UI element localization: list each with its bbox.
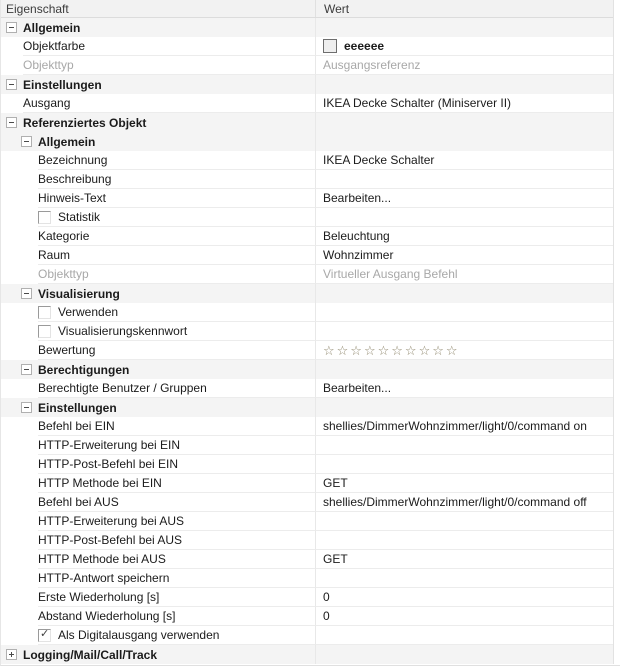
value-cell[interactable]: [315, 569, 613, 588]
prop-label: Ausgang: [23, 94, 315, 113]
prop-label: Beschreibung: [38, 170, 315, 189]
row-ausgang: [1, 94, 613, 113]
property-grid: [1, 0, 614, 664]
row-http-methode-aus: [1, 550, 613, 569]
prop-label: Befehl bei AUS: [38, 493, 315, 512]
color-value: eeeeee: [344, 39, 385, 53]
row-objekttyp: [1, 56, 613, 75]
value-cell[interactable]: [315, 512, 613, 531]
row-befehl-bei-ein: [1, 417, 613, 436]
prop-label: HTTP-Erweiterung bei AUS: [38, 512, 315, 531]
section-row-visualisierung[interactable]: [1, 284, 613, 303]
column-header-property[interactable]: Eigenschaft: [6, 1, 69, 16]
prop-label: HTTP Methode bei EIN: [38, 474, 315, 493]
value-cell[interactable]: IKEA Decke Schalter: [315, 151, 613, 170]
value-cell[interactable]: shellies/DimmerWohnzimmer/light/0/command on: [315, 417, 613, 436]
checkbox-label: Statistik: [58, 210, 101, 224]
prop-label: HTTP-Post-Befehl bei EIN: [38, 455, 315, 474]
verwenden-checkbox[interactable]: [38, 306, 51, 319]
row-berechtigte-benutzer: [1, 379, 613, 398]
value-cell[interactable]: Wohnzimmer: [315, 246, 613, 265]
edit-link[interactable]: Bearbeiten...: [315, 189, 613, 208]
prop-label: Abstand Wiederholung [s]: [38, 607, 315, 626]
row-als-digitalausgang: [1, 626, 613, 645]
prop-label: HTTP-Erweiterung bei EIN: [38, 436, 315, 455]
prop-label: HTTP-Post-Befehl bei AUS: [38, 531, 315, 550]
row-http-methode-ein: [1, 474, 613, 493]
star-rating[interactable]: ☆☆☆☆☆☆☆☆☆☆: [323, 342, 460, 358]
value-cell[interactable]: 0: [315, 607, 613, 626]
value-cell[interactable]: [315, 531, 613, 550]
section-label: Visualisierung: [38, 286, 120, 301]
prop-label: HTTP-Antwort speichern: [38, 569, 315, 588]
value-cell: Virtueller Ausgang Befehl: [315, 265, 613, 284]
row-hinweis-text: [1, 189, 613, 208]
value-cell[interactable]: 0: [315, 588, 613, 607]
value-cell[interactable]: GET: [315, 474, 613, 493]
prop-label: Befehl bei EIN: [38, 417, 315, 436]
section-label: Einstellungen: [38, 400, 117, 415]
collapse-icon[interactable]: [6, 117, 17, 128]
value-cell: [315, 208, 613, 227]
row-verwenden: [1, 303, 613, 322]
prop-label: Objektfarbe: [23, 37, 315, 56]
prop-label: Erste Wiederholung [s]: [38, 588, 315, 607]
edit-link[interactable]: Bearbeiten...: [315, 379, 613, 398]
section-row-einstellungen[interactable]: [1, 75, 613, 94]
prop-label: HTTP Methode bei AUS: [38, 550, 315, 569]
section-label: Referenziertes Objekt: [23, 115, 147, 130]
row-objektfarbe: [1, 37, 613, 56]
value-cell[interactable]: shellies/DimmerWohnzimmer/light/0/command off: [315, 493, 613, 512]
collapse-icon[interactable]: [21, 288, 32, 299]
prop-label: Kategorie: [38, 227, 315, 246]
section-label: Berechtigungen: [38, 362, 130, 377]
checkbox-label: Als Digitalausgang verwenden: [58, 628, 220, 642]
row-bezeichnung: [1, 151, 613, 170]
section-row-logging-mail-call-track[interactable]: [1, 645, 613, 664]
column-header-value[interactable]: Wert: [315, 0, 613, 17]
collapse-icon[interactable]: [6, 79, 17, 90]
color-swatch[interactable]: [323, 39, 337, 53]
als-digitalausgang-checkbox[interactable]: ✓: [40, 627, 50, 640]
prop-label: Objekttyp: [38, 265, 315, 284]
row-http-erweiterung-aus: [1, 512, 613, 531]
prop-label: Bewertung: [38, 341, 315, 360]
row-statistik: [1, 208, 613, 227]
section-label: Allgemein: [23, 20, 81, 35]
row-beschreibung: [1, 170, 613, 189]
row-http-erweiterung-ein: [1, 436, 613, 455]
row-kategorie: [1, 227, 613, 246]
section-row-allgemein[interactable]: [1, 18, 613, 37]
value-cell: [315, 303, 613, 322]
section-row-referenziertes-objekt[interactable]: [1, 113, 613, 132]
section-row-einstellungen-sub[interactable]: [1, 398, 613, 417]
prop-label: Bezeichnung: [38, 151, 315, 170]
collapse-icon[interactable]: [21, 364, 32, 375]
section-row-allgemein-sub[interactable]: [1, 132, 613, 151]
value-cell[interactable]: [315, 170, 613, 189]
row-abstand-wiederholung: [1, 607, 613, 626]
row-http-antwort-speichern: [1, 569, 613, 588]
grid-header: [1, 0, 613, 18]
value-cell[interactable]: GET: [315, 550, 613, 569]
value-cell[interactable]: [315, 455, 613, 474]
section-label: Einstellungen: [23, 77, 102, 92]
value-cell[interactable]: [315, 436, 613, 455]
row-http-post-befehl-aus: [1, 531, 613, 550]
row-bewertung: [1, 341, 613, 360]
collapse-icon[interactable]: [21, 402, 32, 413]
row-http-post-befehl-ein: [1, 455, 613, 474]
row-visualisierungskennwort: [1, 322, 613, 341]
prop-label: Berechtigte Benutzer / Gruppen: [38, 379, 315, 398]
value-cell[interactable]: [315, 37, 613, 56]
checkbox-label: Visualisierungskennwort: [58, 324, 188, 338]
section-label: Logging/Mail/Call/Track: [23, 647, 158, 662]
checkbox-label: Verwenden: [58, 305, 119, 319]
section-row-berechtigungen[interactable]: [1, 360, 613, 379]
value-cell: Ausgangsreferenz: [315, 56, 613, 75]
row-erste-wiederholung: [1, 588, 613, 607]
prop-label: Hinweis-Text: [38, 189, 315, 208]
value-cell[interactable]: Beleuchtung: [315, 227, 613, 246]
prop-label: Raum: [38, 246, 315, 265]
section-label: Allgemein: [38, 134, 96, 149]
value-cell[interactable]: IKEA Decke Schalter (Miniserver II): [315, 94, 613, 113]
row-befehl-bei-aus: [1, 493, 613, 512]
collapse-icon[interactable]: [6, 22, 17, 33]
prop-label: Objekttyp: [23, 56, 315, 75]
row-raum: [1, 246, 613, 265]
value-cell: [315, 626, 613, 645]
value-cell: [315, 322, 613, 341]
collapse-icon[interactable]: [21, 136, 32, 147]
expand-icon[interactable]: [6, 649, 17, 660]
statistik-checkbox[interactable]: [38, 211, 51, 224]
row-objekttyp-sub: [1, 265, 613, 284]
visualisierungskennwort-checkbox[interactable]: [38, 325, 51, 338]
